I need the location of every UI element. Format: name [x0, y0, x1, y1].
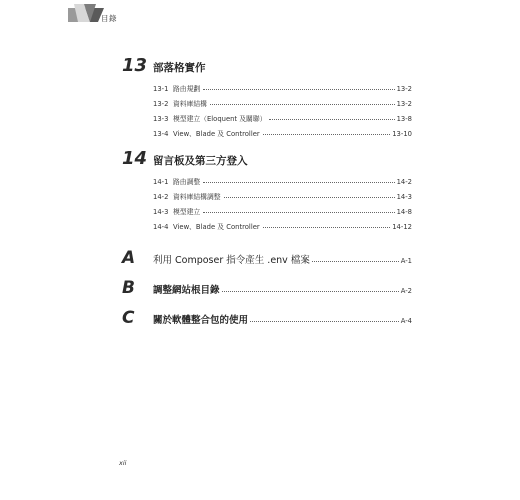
section-page: 13-2: [396, 100, 412, 108]
toc-entry[interactable]: [153, 128, 412, 143]
toc-entry[interactable]: [153, 98, 412, 113]
section-title: 資料庫結構調整: [173, 193, 221, 201]
leader-dots: [203, 175, 394, 183]
section-number: 13-2: [153, 100, 169, 108]
appendix-a[interactable]: [122, 248, 412, 270]
appendix-letter: B: [122, 278, 135, 298]
section-title: 路由調整: [173, 178, 201, 186]
leader-dots: [224, 190, 395, 198]
toc-entry[interactable]: [153, 176, 412, 191]
section-title: 模型建立（Eloquent 及關聯）: [173, 115, 267, 123]
section-page: 14-12: [392, 223, 412, 231]
chapter-number: 14: [122, 148, 148, 169]
toc-entry[interactable]: [153, 113, 412, 128]
section-number: 13-3: [153, 115, 169, 123]
appendix-letter: C: [122, 308, 135, 328]
section-number: 13-4: [153, 130, 169, 138]
leader-dots: [222, 284, 399, 292]
appendix-title: 關於軟體整合包的使用: [153, 315, 249, 326]
leader-dots: [263, 220, 391, 228]
section-title: 資料庫結構: [173, 100, 207, 108]
chapter-title: 部落格實作: [153, 62, 206, 74]
section-title: 模型建立: [173, 208, 201, 216]
chapter-heading: [122, 55, 412, 77]
section-page: 13-8: [396, 115, 412, 123]
chapter-title: 留言板及第三方登入: [153, 155, 248, 167]
appendix-c[interactable]: [122, 308, 412, 330]
section-page: 14-2: [396, 178, 412, 186]
section-page: 14-8: [396, 208, 412, 216]
page-number: xii: [119, 459, 127, 467]
section-page: 13-10: [392, 130, 412, 138]
section-list: [122, 83, 412, 143]
section-title: View、Blade 及 Controller: [173, 223, 260, 231]
leader-dots: [203, 82, 394, 90]
toc-entry[interactable]: [153, 191, 412, 206]
toc-entry[interactable]: [153, 83, 412, 98]
page-header: [0, 0, 520, 34]
chapter-14: [122, 148, 412, 236]
book-logo-icon: [68, 4, 104, 26]
chapter-13: [122, 55, 412, 143]
appendix-page: A-4: [400, 317, 412, 325]
toc-entry[interactable]: [153, 206, 412, 221]
section-title: 路由規劃: [173, 85, 201, 93]
section-title: View、Blade 及 Controller: [173, 130, 260, 138]
section-number: 14-3: [153, 208, 169, 216]
appendix-page: A-2: [400, 287, 412, 295]
section-number: 14-2: [153, 193, 169, 201]
leader-dots: [210, 97, 395, 105]
section-number: 14-4: [153, 223, 169, 231]
section-page: 14-3: [396, 193, 412, 201]
leader-dots: [312, 254, 399, 262]
chapter-number: 13: [122, 55, 148, 76]
leader-dots: [250, 314, 399, 322]
appendix-letter: A: [122, 248, 136, 268]
toc-entry[interactable]: [153, 221, 412, 236]
leader-dots: [269, 112, 394, 120]
section-number: 13-1: [153, 85, 169, 93]
leader-dots: [203, 205, 394, 213]
appendix-title: 利用 Composer 指令產生 .env 檔案: [153, 255, 310, 266]
appendix-page: A-1: [400, 257, 412, 265]
chapter-heading: [122, 148, 412, 170]
section-page: 13-2: [396, 85, 412, 93]
appendix-b[interactable]: [122, 278, 412, 300]
header-title: 目錄: [101, 14, 117, 23]
leader-dots: [263, 127, 391, 135]
section-list: [122, 176, 412, 236]
appendix-title: 調整網站根目錄: [153, 285, 220, 296]
section-number: 14-1: [153, 178, 169, 186]
